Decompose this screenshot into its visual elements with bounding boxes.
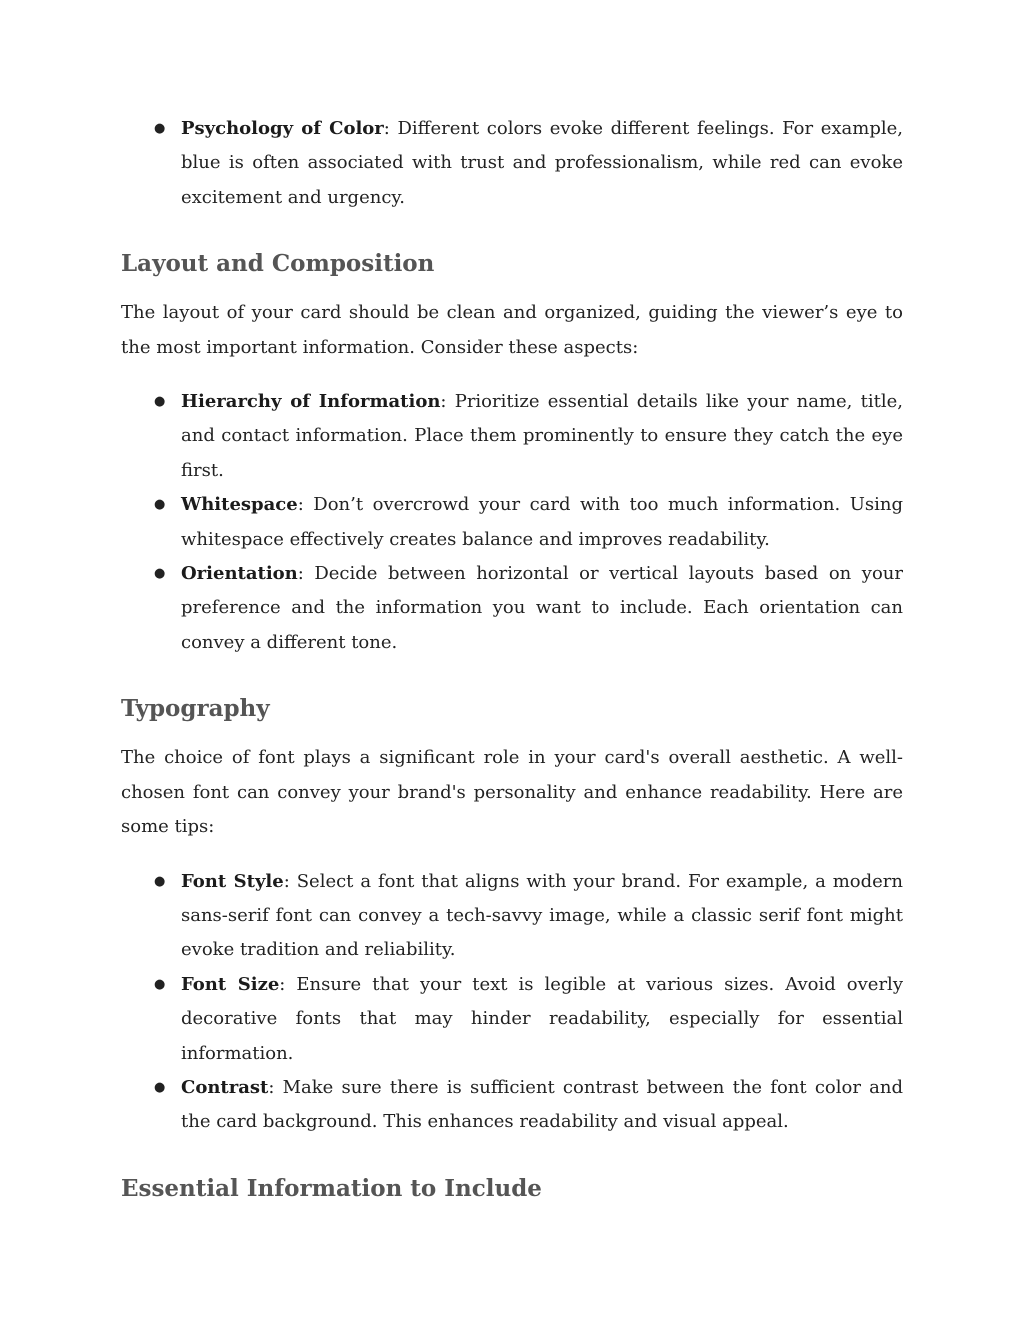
bullet-icon: ● bbox=[154, 497, 166, 513]
item-text: : Make sure there is sufficient contrast between the font color and the card background. This enhances readability and visual appeal. bbox=[181, 1076, 903, 1133]
list-item-font-style bbox=[121, 865, 903, 968]
typography-bullet-list bbox=[121, 865, 903, 1140]
intro-bullet-list bbox=[121, 112, 903, 215]
list-item-psychology-of-color bbox=[121, 112, 903, 215]
section-heading-layout: Layout and Composition bbox=[121, 250, 435, 278]
section-paragraph-typography: The choice of font plays a significant role in your card's overall aesthetic. A well-chosen font can convey your brand's personality and enhance readability. Here are some tips: bbox=[121, 747, 903, 838]
bullet-icon: ● bbox=[154, 1079, 166, 1095]
bullet-icon: ● bbox=[154, 121, 166, 136]
bullet-icon: ● bbox=[154, 873, 166, 889]
item-text: : Prioritize essential details like your name, title, and contact information. Place them prominently to ensure they catch the eye first. bbox=[181, 391, 903, 481]
list-item-hierarchy bbox=[121, 385, 903, 488]
layout-bullet-list bbox=[121, 385, 903, 660]
list-item-orientation bbox=[121, 557, 903, 660]
bullet-icon: ● bbox=[154, 566, 166, 582]
item-text: : Select a font that aligns with your brand. For example, a modern sans-serif font can convey a tech-savvy image, while a classic serif font might evoke tradition and reliability. bbox=[181, 870, 904, 961]
item-term: Hierarchy of Information bbox=[181, 391, 441, 413]
item-text: : Different colors evoke different feelings. For example, blue is often associated with trust and professionalism, while red can evoke excitement and urgency. bbox=[181, 118, 903, 208]
item-text: : Decide between horizontal or vertical layouts based on your preference and the information you want to include. Each orientation can convey a different tone. bbox=[181, 563, 903, 653]
item-term: Whitespace bbox=[181, 494, 298, 516]
item-term: Contrast bbox=[181, 1076, 269, 1098]
list-item-whitespace bbox=[121, 488, 903, 557]
item-term: Font Size bbox=[181, 973, 280, 995]
list-item-contrast bbox=[121, 1071, 903, 1140]
bullet-icon: ● bbox=[154, 976, 166, 992]
item-term: Font Style bbox=[181, 870, 284, 892]
item-term: Psychology of Color bbox=[181, 118, 384, 139]
bullet-icon: ● bbox=[154, 394, 166, 410]
item-text: : Don’t overcrowd your card with too much information. Using whitespace effectively creates balance and improves readability. bbox=[181, 494, 903, 550]
section-heading-typography: Typography bbox=[121, 695, 270, 723]
item-term: Orientation bbox=[181, 563, 298, 585]
document-page bbox=[121, 112, 903, 1205]
list-item-font-size bbox=[121, 968, 903, 1071]
section-paragraph-layout: The layout of your card should be clean and organized, guiding the viewer’s eye to the most important information. Consider these aspects: bbox=[121, 302, 903, 358]
section-heading-essential-information: Essential Information to Include bbox=[121, 1174, 542, 1202]
item-text: : Ensure that your text is legible at various sizes. Avoid overly decorative fonts that may hinder readability, especially for essential information. bbox=[181, 973, 903, 1064]
